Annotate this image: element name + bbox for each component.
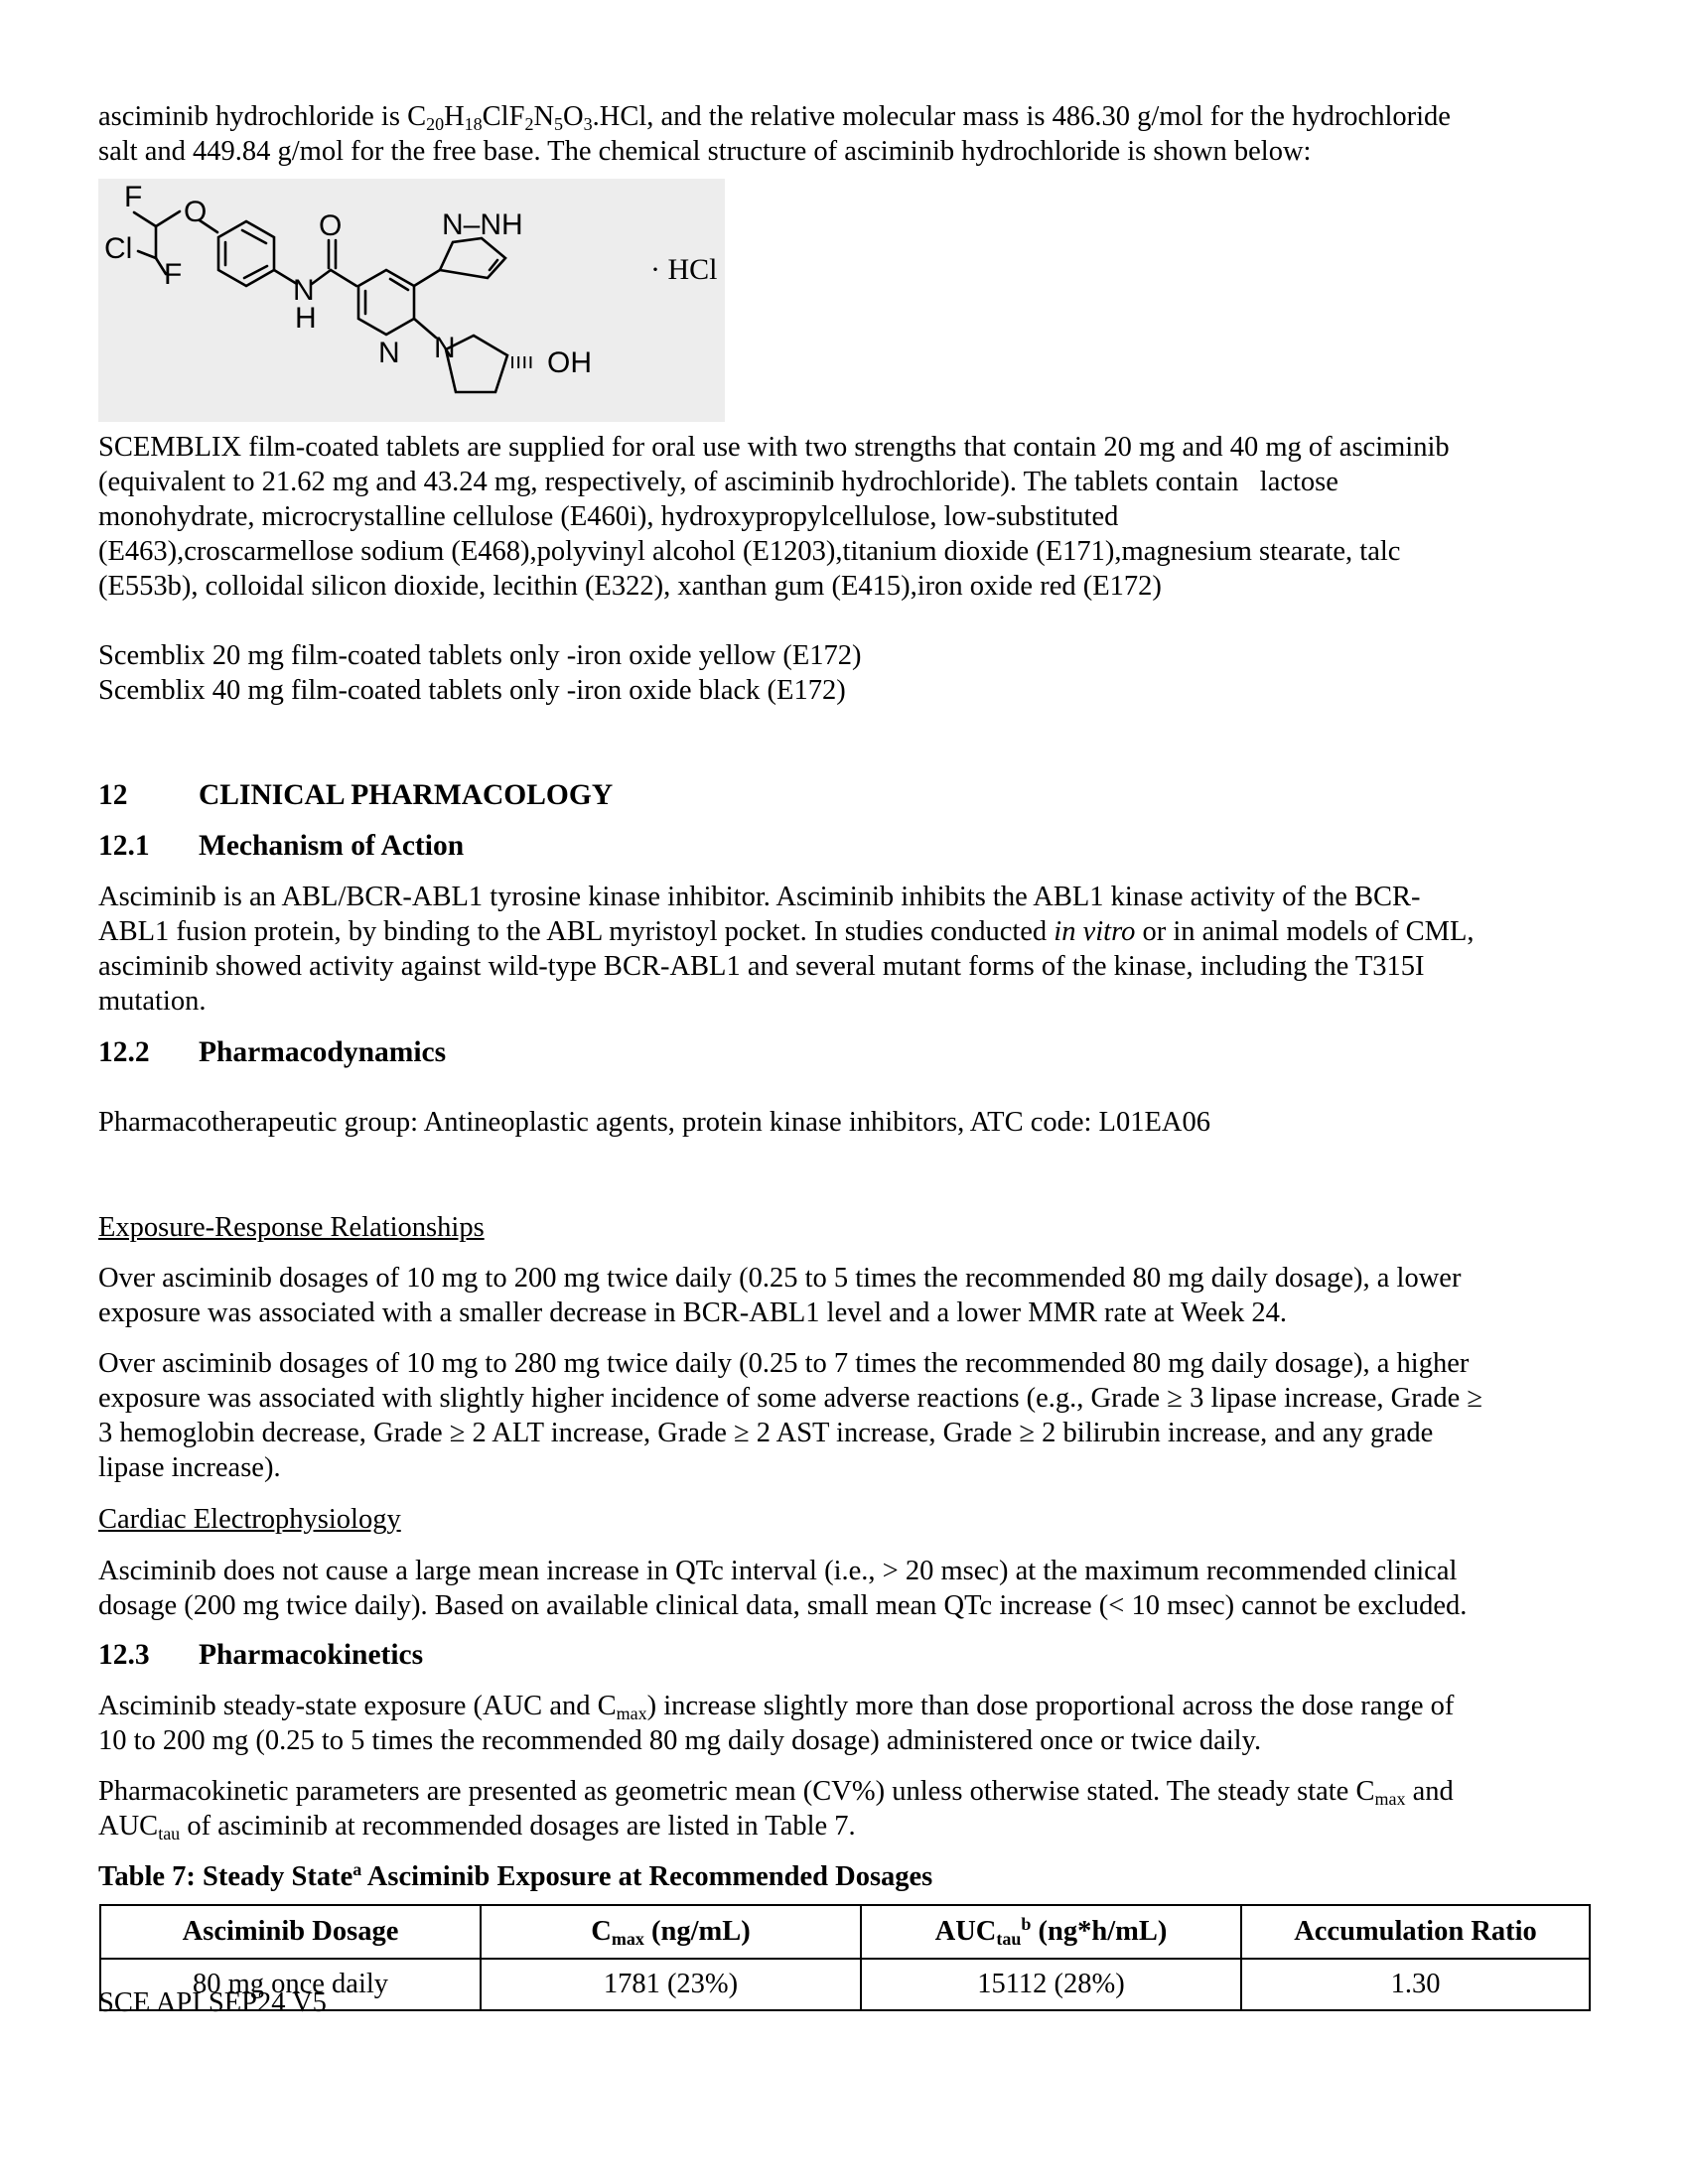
hcl-salt: · HCl [650, 253, 718, 286]
cardiac-electrophysiology-heading: Cardiac Electrophysiology [98, 1504, 401, 1535]
atom-F-1: F [124, 181, 143, 213]
structure-labels [104, 181, 718, 379]
section-12-heading: 12 CLINICAL PHARMACOLOGY [98, 779, 614, 811]
exposure-response-paragraph-1: Over asciminib dosages of 10 mg to 200 mg twice daily (0.25 to 5 times the recommended 80 mg daily dosage), a lower exposure was associated with a smaller decrease in BCR-ABL1 level and a lower MMR rate at Week 24. [98, 1263, 1462, 1328]
col-header-auc: $AUC_{tau}^b$ (ng*h/mL) [861, 1905, 1241, 1959]
pharmacotherapeutic-group: Pharmacotherapeutic group: Antineoplastic agents, protein kinase inhibitors, ATC code: L01EA06 [98, 1107, 1210, 1138]
col-header-dosage: Asciminib Dosage [100, 1905, 481, 1959]
stereo-hash-icon: ıııı [509, 348, 534, 373]
footer-version: SCE API SEP24 V5 [98, 1987, 327, 2018]
chemical-structure [98, 179, 725, 422]
composition-paragraph: SCEMBLIX film-coated tablets are supplied for oral use with two strengths that contain 20 mg and 40 mg of asciminib (equivalent to 21.62 mg and 43.24 mg, respectively, of asciminib hydrochloride). The tablets contain lactose monohydrate, microcrystalline cellulose (E460i), hydroxypropylcellulose, low-substituted (E463),croscarmellose sodium (E468),polyvinyl alcohol (E1203),titanium dioxide (E171),magnesium stearate, talc (E553b), colloidal silicon dioxide, lecithin (E322), xanthan gum (E415),iron oxide red (E172) [98, 432, 1450, 602]
mechanism-paragraph: Asciminib is an ABL/BCR-ABL1 tyrosine kinase inhibitor. Asciminib inhibits the ABL1 kinase activity of the BCR- ABL1 fusion protein, by binding to the ABL myristoyl pocket. In studies conducted in vitro or in animal models of CML, asciminib showed activity against wild-type BCR-ABL1 and several mutant forms of the kinase, including the T315I mutation. [98, 882, 1475, 1017]
tablet-colorants: Scemblix 20 mg film-coated tablets only -iron oxide yellow (E172) Scemblix 40 mg film-coated tablets only -iron oxide black (E172) [98, 640, 862, 706]
exposure-response-paragraph-2: Over asciminib dosages of 10 mg to 280 mg twice daily (0.25 to 7 times the recommended 80 mg daily dosage), a higher exposure was associated with slightly higher incidence of some adverse reactions (e.g., Grade ≥ 3 lipase increase, Grade ≥ 3 hemoglobin decrease, Grade ≥ 2 ALT increase, Grade ≥ 2 AST increase, Grade ≥ 2 bilirubin increase, and any grade lipase increase). [98, 1348, 1483, 1483]
atom-N-pyrrolidine: N [434, 332, 456, 364]
pharmacokinetics-paragraph-1: Asciminib steady-state exposure (AUC and $C_{max}$) increase slightly more than dose proportional across the dose range of 10 to 200 mg (0.25 to 5 times the recommended 80 mg daily dosage) administered once or twice daily. [98, 1691, 1455, 1756]
atom-O-carbonyl: O [319, 209, 343, 242]
intro-line-1: asciminib hydrochloride is $C_{20}H_{18}ClF_2N_5O_3.HCl$, and the relative molecular mass is 486.30 g/mol for the hydrochloride [98, 101, 1451, 134]
atom-N-amide: N [293, 274, 315, 307]
atom-H-amide: H [295, 302, 317, 335]
table-7-caption: Table 7: Steady State$^a$ Asciminib Exposure at Recommended Dosages [98, 1859, 933, 1892]
cell-cmax: 1781 (23%) [481, 1959, 861, 2010]
section-12-1-heading: 12.1 Mechanism of Action [98, 830, 465, 862]
col-header-cmax: $C_{max}$ (ng/mL) [481, 1905, 861, 1959]
section-12-2-heading: 12.2 Pharmacodynamics [98, 1036, 447, 1068]
intro-paragraph [98, 99, 1588, 169]
section-12-3-heading: 12.3 Pharmacokinetics [98, 1639, 424, 1671]
col-header-accumulation-ratio: Accumulation Ratio [1241, 1905, 1590, 1959]
cardiac-electrophysiology-paragraph: Asciminib does not cause a large mean increase in QTc interval (i.e., > 20 msec) at the maximum recommended clinical dosage (200 mg twice daily). Based on available clinical data, small mean QTc increase (< 10 msec) cannot be excluded. [98, 1556, 1468, 1621]
cell-auc: 15112 (28%) [861, 1959, 1241, 2010]
atom-OH: OH [547, 346, 592, 379]
cell-dosage: 80 mg once daily [100, 1959, 481, 2010]
exposure-response-heading: Exposure-Response Relationships [98, 1212, 485, 1243]
cell-ratio: 1.30 [1241, 1959, 1590, 2010]
pharmacokinetics-paragraph-2: Pharmacokinetic parameters are presented as geometric mean (CV%) unless otherwise stated. The steady state $C_{max}$ and $AUC_{tau}$ of asciminib at recommended dosages are listed in Table 7. [98, 1776, 1454, 1843]
atom-N-pyridine: N [378, 337, 400, 369]
table-header-row [100, 1905, 1590, 1959]
intro-line-2: salt and 449.84 g/mol for the free base. The chemical structure of asciminib hydrochloride is shown below: [98, 136, 1312, 167]
atom-Cl: Cl [104, 232, 133, 265]
atom-O-1: O [184, 196, 208, 228]
atom-N-pyrazole: N–NH [442, 208, 523, 241]
atom-F-2: F [164, 258, 183, 291]
